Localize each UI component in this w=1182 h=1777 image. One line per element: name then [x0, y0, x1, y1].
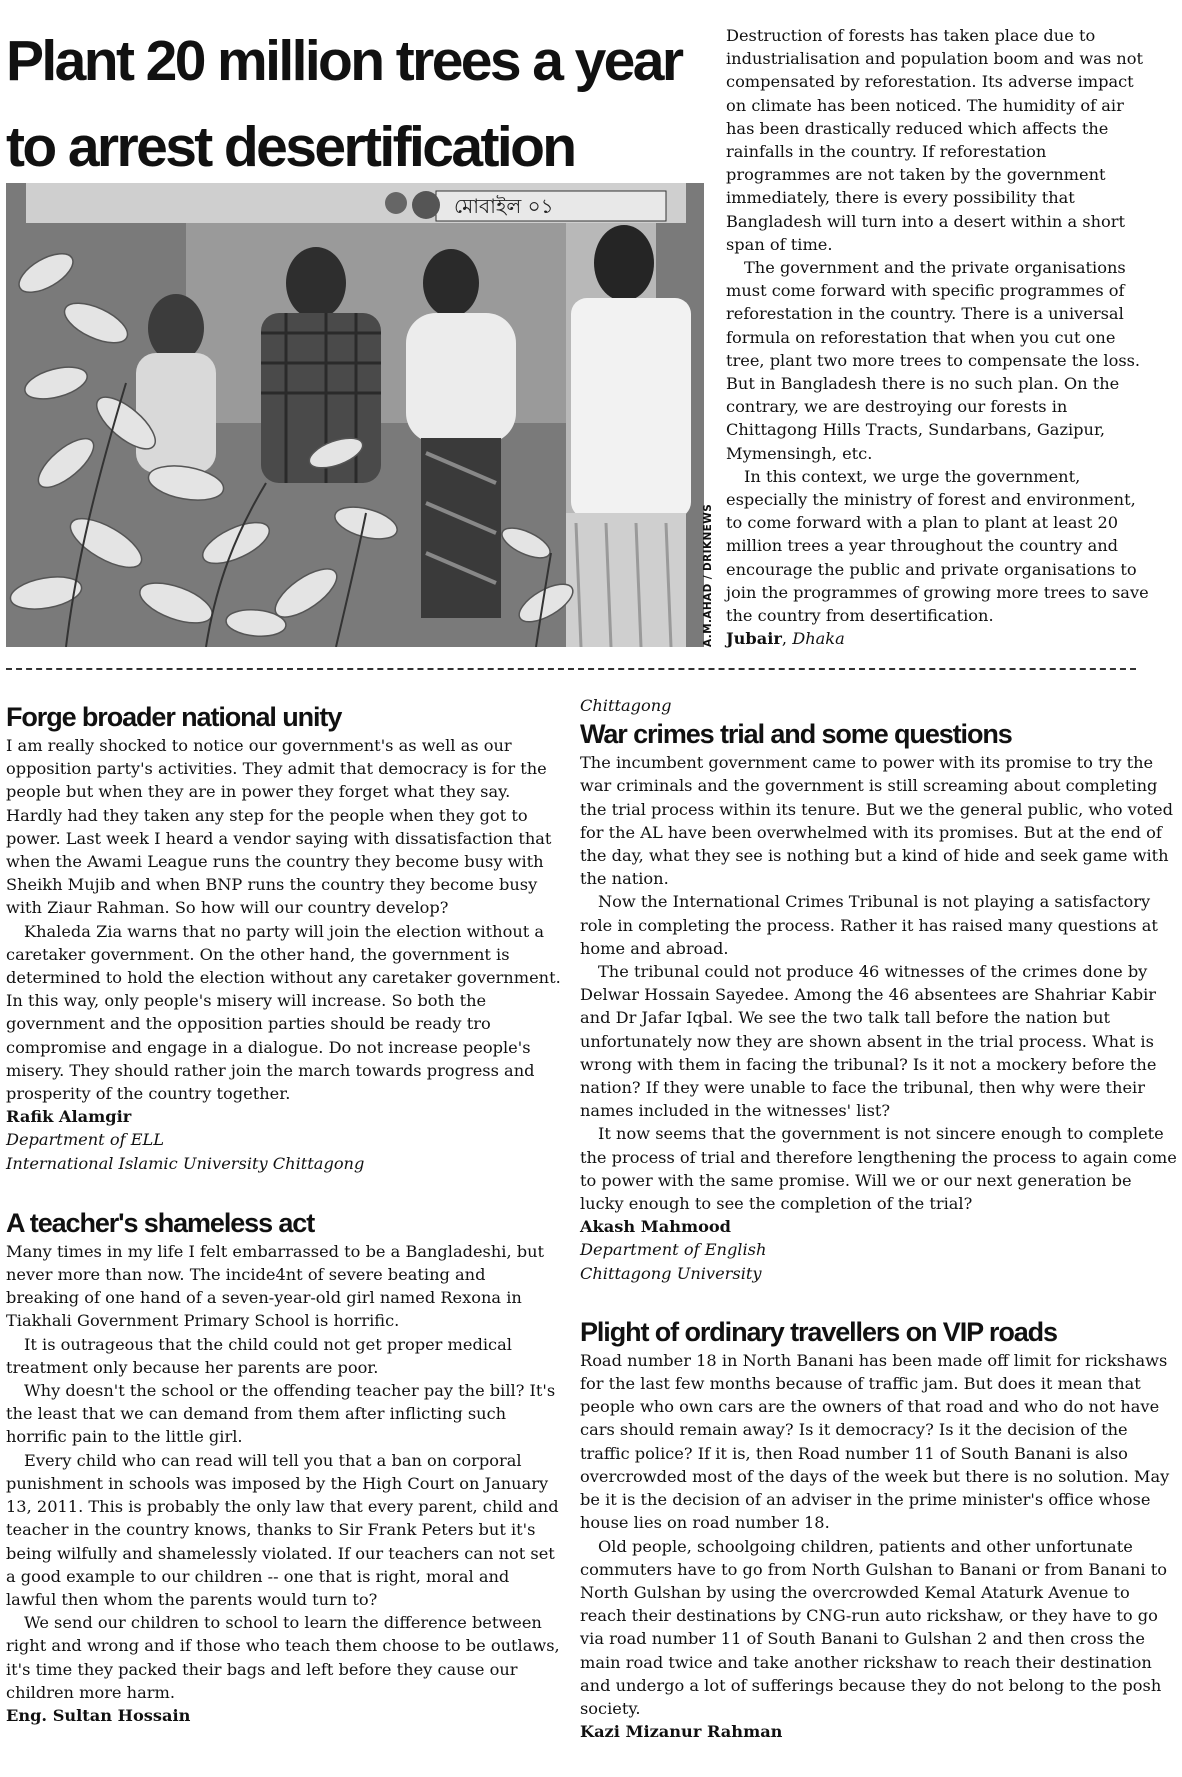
section-divider	[6, 668, 1136, 670]
letter-title-war-crimes: War crimes trial and some questions	[580, 719, 1012, 750]
lead-letter	[726, 24, 1154, 650]
lead-place: Dhaka	[792, 629, 845, 649]
letter-author: Rafik Alamgir	[6, 1107, 132, 1127]
letter-affiliation: Department of English	[580, 1240, 767, 1260]
carryover-affiliation: Chittagong	[580, 696, 672, 715]
left-column	[6, 700, 562, 1727]
letter-paragraph: Old people, schoolgoing children, patients and other unfortunate commuters have to go from North Gulshan to Banani or from Banani to North Gulshan by using the overcrowded Kemal Ataturk Avenue to reach their destinations by CNG-run auto rickshaw, or they have to go via road number 11 of South Banani to Gulshan 2 and then cross the main road twice and take another rickshaw to reach their destination and undergo a lot of sufferings because they do not belong to the posh society.	[580, 1536, 1167, 1718]
photo-illustration	[6, 183, 704, 647]
photo-credit: A.M.AHAD / DRIKNEWS	[702, 503, 714, 647]
lead-author: Jubair	[726, 629, 782, 649]
letter-author: Eng. Sultan Hossain	[6, 1705, 191, 1725]
lead-byline: Jubair, Dhaka	[726, 629, 845, 649]
lead-paragraph: The government and the private organisations must come forward with specific programmes of reforestation in the country. There is a universal formula on reforestation that when you cut one tree, plant two more trees to compensate the loss. But in Bangladesh there is no such plan. On the contrary, we are destroying our forests in Chittagong Hills Tracts, Sundarbans, Gazipur, Mymensingh, etc.	[726, 258, 1141, 463]
letter-paragraph: We send our children to school to learn the difference between right and wrong and if those who teach them choose to be outlaws, it's time they packed their bags and left before they cause our children more harm.	[6, 1613, 560, 1702]
lead-paragraph: Destruction of forests has taken place due to industrialisation and population boom and was not compensated by reforestation. Its adverse impact on climate has been noticed. The humidity of air has been drastically reduced which affects the rainfalls in the country. If reforestation programmes are not taken by the government immediately, there is every possibility that Bangladesh will turn into a desert within a short span of time.	[726, 26, 1143, 254]
letter-paragraph: The incumbent government came to power with its promise to try the war criminals and the government is still screaming about completing the trial process within its tenure. But we the general public, who voted for the AL have been overwhelmed with its promises. But at the end of the day, what they see is nothing but a kind of hide and seek game with the nation.	[580, 753, 1173, 889]
letter-paragraph: Why doesn't the school or the offending teacher pay the bill? It's the least that we can demand from them after inflicting such horrific pain to the little girl.	[6, 1381, 556, 1447]
letter-paragraph: Many times in my life I felt embarrassed to be a Bangladeshi, but never more than now. The incide4nt of severe beating and breaking of one hand of a seven-year-old girl named Rexona in Tiakhali Government Primary School is horrific.	[6, 1241, 545, 1331]
letter-affiliation: Chittagong University	[580, 1263, 762, 1283]
letter-title-vip-roads: Plight of ordinary travellers on VIP roads	[580, 1316, 1057, 1347]
letter-paragraph: It is outrageous that the child could not get proper medical treatment only because her parents are poor.	[6, 1334, 512, 1377]
letter-affiliation: International Islamic University Chittagong	[6, 1153, 365, 1173]
lead-photo	[6, 183, 704, 647]
letter-paragraph: I am really shocked to notice our government's as well as our opposition party's activities. They admit that democracy is for the people but when they are in power they forget what they say. Hardly had they taken any step for the people when they got to power. Last week I heard a vendor saying with dissatisfaction that when the Awami League runs the country they become busy with Sheikh Mujib and when BNP runs the country they become busy with Ziaur Rahman. So how will our country develop?	[6, 736, 552, 918]
letter-author: Kazi Mizanur Rahman	[580, 1722, 783, 1742]
photo-sign-text: মোবাইল ০১	[454, 194, 554, 218]
lead-paragraph: In this context, we urge the government, especially the ministry of forest and environment, to come forward with a plan to plant at least 20 million trees a year throughout the country and encourage the public and private organisations to join the programmes of growing more trees to save the country from desertification.	[726, 466, 1149, 626]
lead-headline: Plant 20 million trees a year to arrest desertification	[6, 29, 682, 179]
letter-author: Akash Mahmood	[580, 1217, 731, 1237]
letter-affiliation: Department of ELL	[6, 1130, 165, 1150]
letter-paragraph: The tribunal could not produce 46 witnesses of the crimes done by Delwar Hossain Sayedee. Among the 46 absentees are Shahriar Kabir and Dr Jafar Iqbal. We see the two talk tall before the nation but unfortunately now they are shown absent in the trial process. What is wrong with them in facing the tribunal? Is it not a mockery before the nation? If they were unable to face the tribunal, then why were their names included in the witnesses' list?	[580, 962, 1157, 1121]
letter-title-national-unity: Forge broader national unity	[6, 702, 342, 732]
letter-title-teacher: A teacher's shameless act	[6, 1207, 315, 1238]
letter-paragraph: Now the International Crimes Tribunal is not playing a satisfactory role in completing the process. Rather it has raised many questions at home and abroad.	[580, 892, 1158, 958]
letter-paragraph: Khaleda Zia warns that no party will join the election without a caretaker government. On the other hand, the government is determined to hold the election without any caretaker government. In this way, only people's misery will increase. So both the government and the opposition parties should be ready tro compromise and engage in a dialogue. Do not increase people's misery. They should rather join the march towards progress and prosperity of the country together.	[6, 921, 561, 1104]
right-column	[580, 694, 1180, 1743]
letter-paragraph: It now seems that the government is not sincere enough to complete the process of trial and therefore lengthening the process to again come to power with the same promise. Will we or our next generation be lucky enough to see the completion of the trial?	[580, 1124, 1177, 1214]
letter-paragraph: Every child who can read will tell you that a ban on corporal punishment in schools was imposed by the High Court on January 13, 2011. This is probably the only law that every parent, child and teacher in the country knows, thanks to Sir Frank Peters but it's being wilfully and shamelessly violated. If our teachers can not set a good example to our children -- one that is right, moral and lawful then whom the parents would turn to?	[6, 1450, 559, 1609]
letter-paragraph: Road number 18 in North Banani has been made off limit for rickshaws for the last few months because of traffic jam. But does it mean that people who own cars are the owners of that road and who do not have cars should remain away? Is it democracy? Is it the decision of the traffic police? If it is, then Road number 11 of South Banani is also overcrowded most of the days of the week but there is no solution. May be it is the decision of an adviser in the prime minister's office whose house lies on road number 18.	[580, 1350, 1170, 1533]
